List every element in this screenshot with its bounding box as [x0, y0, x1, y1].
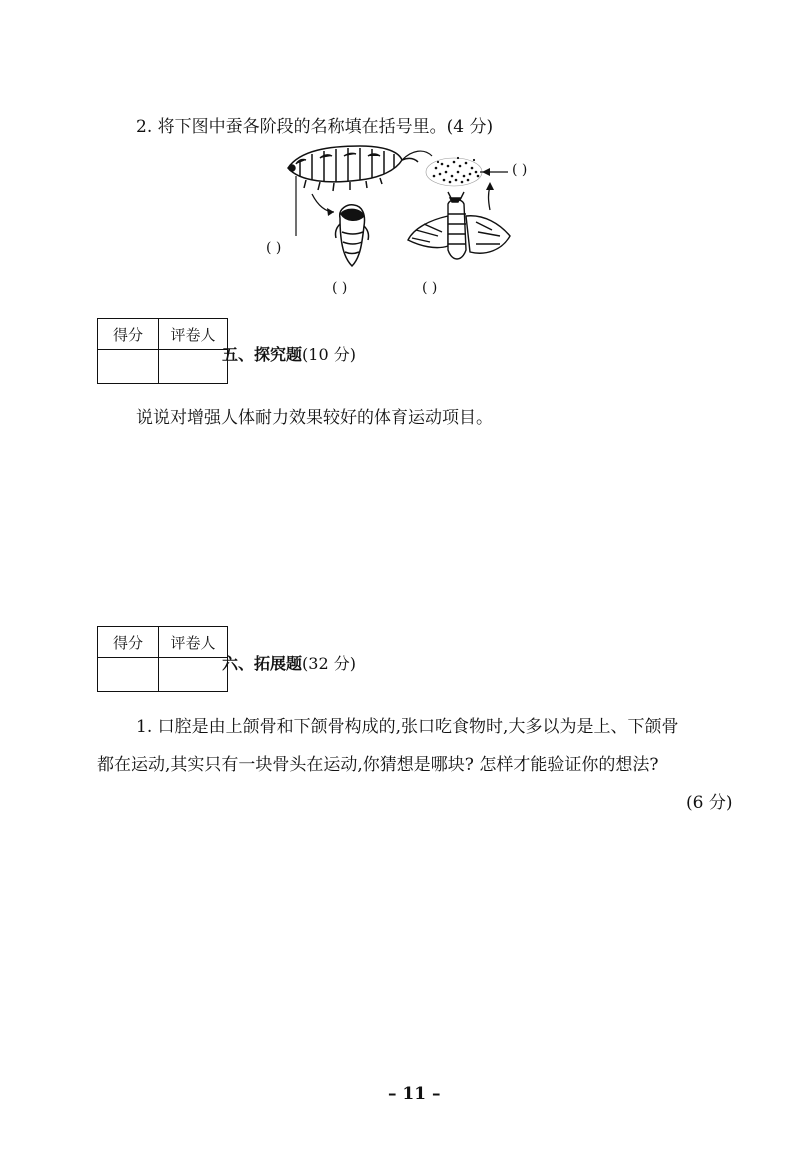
section6-heading [222, 651, 356, 674]
eggs-icon [426, 157, 482, 186]
section6-answer-area[interactable] [100, 830, 720, 1050]
question-text: 口腔是由上颌骨和下颌骨构成的,张口吃食物时,大多以为是上、下颌骨 [157, 717, 679, 737]
section5-points: (10 分) [302, 345, 356, 364]
score-cell[interactable] [98, 350, 159, 384]
grader-cell[interactable] [159, 658, 228, 692]
blank-pupa[interactable]: ( ) [332, 280, 348, 296]
question-text: 将下图中蚕各阶段的名称填在括号里。 [157, 117, 447, 137]
section5-heading [222, 342, 356, 365]
section6-points: (32 分) [302, 654, 356, 673]
pupa-icon [336, 205, 369, 266]
blank-larva[interactable]: ( ) [266, 240, 282, 256]
section5-answer-area[interactable] [100, 440, 720, 600]
score-table-section6 [97, 626, 228, 692]
page-number: – 11 – [388, 1084, 441, 1104]
section5-prompt: 说说对增强人体耐力效果较好的体育运动项目。 [136, 408, 493, 428]
section5-title: 五、探究题 [222, 345, 303, 364]
grader-header: 评卷人 [159, 627, 228, 658]
blank-moth[interactable]: ( ) [422, 280, 438, 296]
score-header: 得分 [98, 319, 159, 350]
question-points: (4 分) [446, 117, 494, 137]
section6-question-1-points: (6 分) [686, 793, 733, 813]
moth-icon [408, 192, 510, 259]
section6-title: 六、拓展题 [222, 654, 303, 673]
question-number: 2. [136, 117, 153, 137]
score-table-section5 [97, 318, 228, 384]
larva-icon [288, 146, 418, 191]
grader-header: 评卷人 [159, 319, 228, 350]
section6-question-1-line1 [136, 712, 678, 737]
score-header: 得分 [98, 627, 159, 658]
grader-cell[interactable] [159, 350, 228, 384]
section6-question-1-line2: 都在运动,其实只有一块骨头在运动,你猜想是哪块? 怎样才能验证你的想法? [97, 755, 659, 775]
score-cell[interactable] [98, 658, 159, 692]
question-number: 1. [136, 717, 153, 737]
blank-eggs[interactable]: ( ) [512, 162, 528, 178]
silkworm-lifecycle-figure [0, 0, 800, 300]
